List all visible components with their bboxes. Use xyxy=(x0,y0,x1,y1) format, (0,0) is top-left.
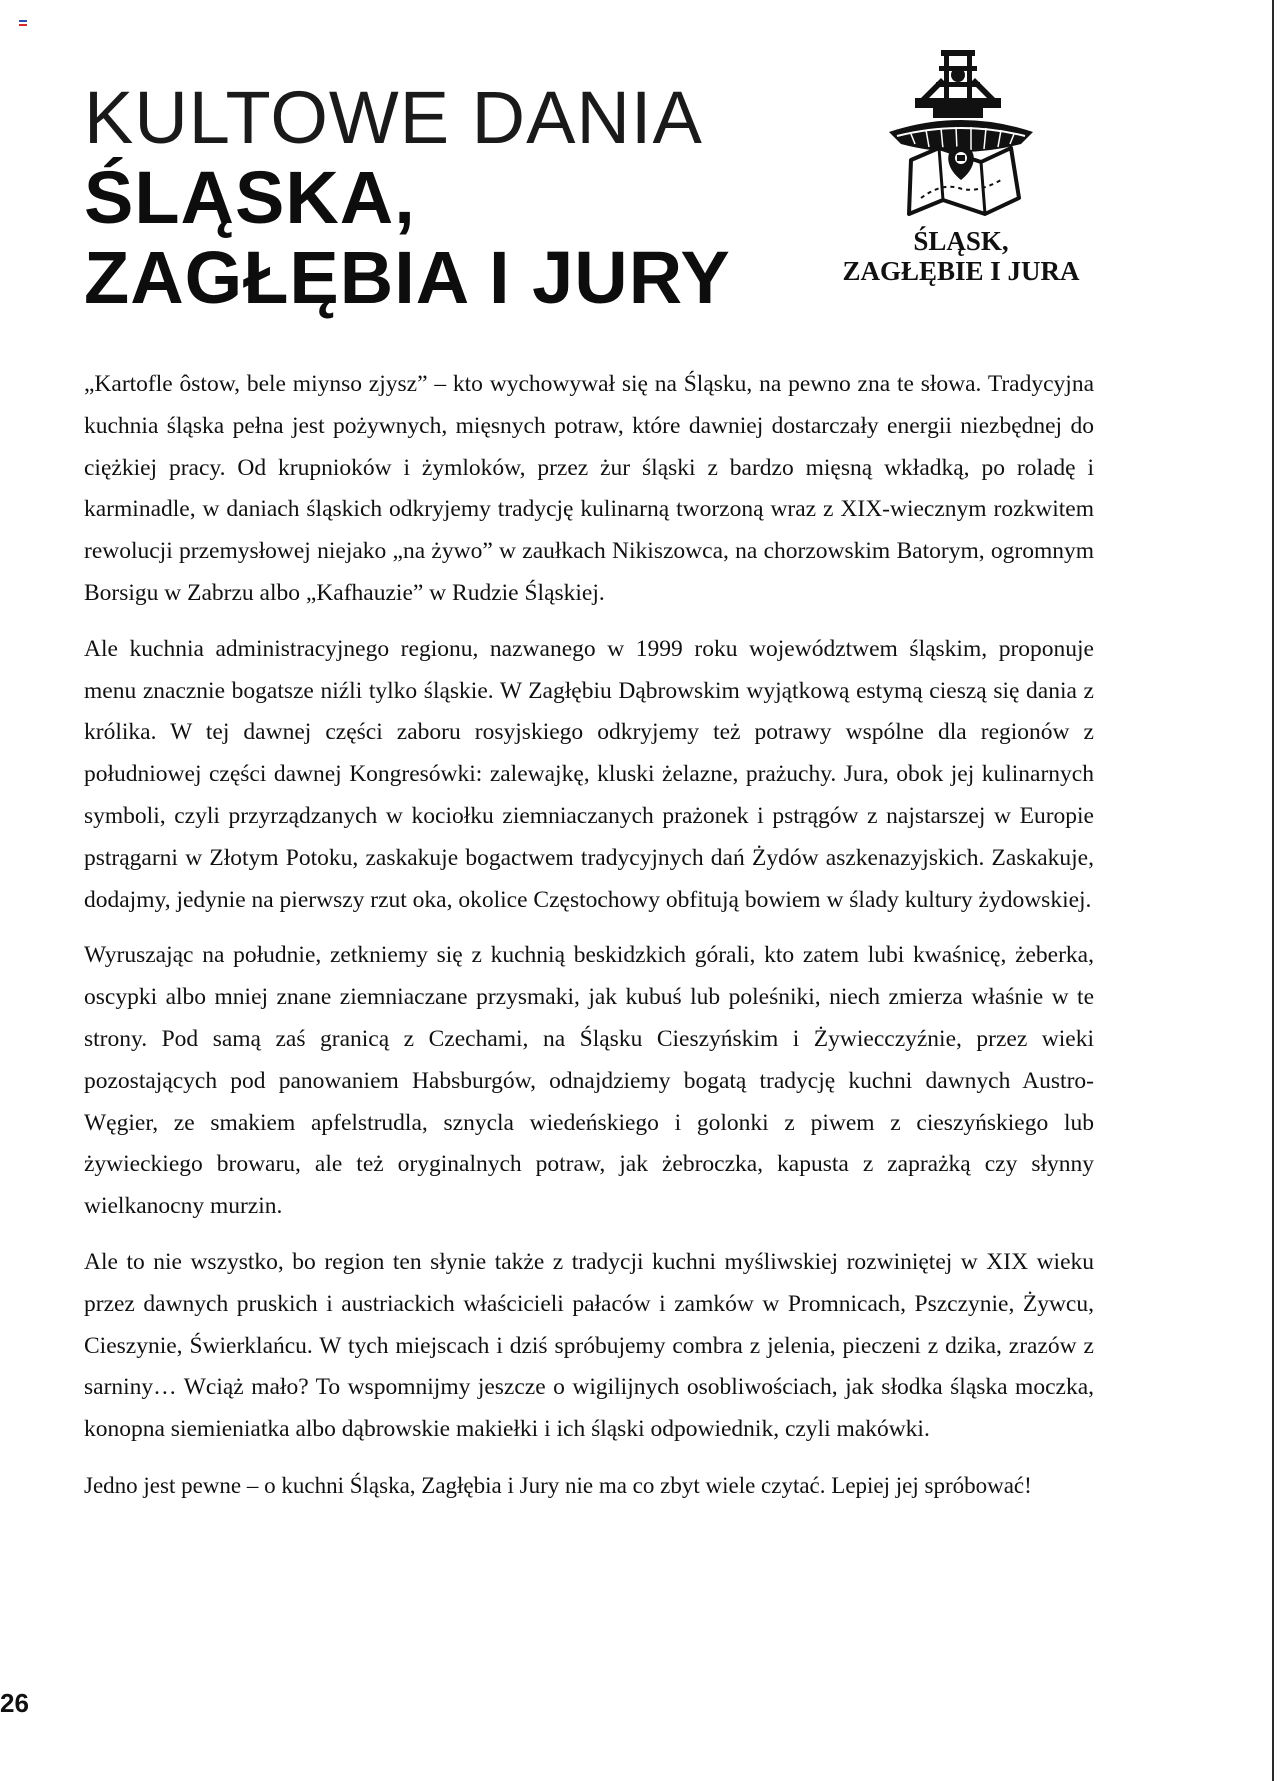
paragraph-2: Ale kuchnia administracyjnego regionu, nazwanego w 1999 roku województwem śląskim, proponuje menu znacznie bogatsze niźli tylko śląskie. W Zagłębiu Dąbrowskim wyjątkową estymą cieszą się dania z królika. W tej dawnej części zaboru rosyjskiego odkryjemy też potrawy wspólne dla regionów z południowej części dawnej Kongresówki: zalewajkę, kluski żelazne, prażuchy. Jura, obok jej kulinarnych symboli, czyli przyrządzanych w kociołku ziemniaczanych prażonek i pstrągów z najstarszej w Europie pstrągarni w Złotym Potoku, zaskakuje bogactwem tradycyjnych dań Żydów aszkenazyjskich. Zaskakuje, dodajmy, jedynie na pierwszy rzut oka, okolice Częstochowy obfitują bowiem w ślady kultury żydowskiej. xyxy=(84,635,1094,913)
title-line-1: KULTOWE DANIA xyxy=(84,76,703,159)
logo-caption-line-1: ŚLĄSK, xyxy=(913,226,1009,256)
corner-color-mark xyxy=(19,20,27,26)
region-logo xyxy=(826,48,1096,298)
page-title xyxy=(84,76,731,319)
corner-mark-red xyxy=(19,24,27,26)
title-line-2: ŚLĄSKA, xyxy=(84,156,416,239)
paragraph-1: „Kartofle ôstow, bele miynso zjysz” – kto wychowywał się na Śląsku, na pewno zna te słowa. Tradycyjna kuchnia śląska pełna jest pożywnych, mięsnych potraw, które dawniej dostarczały energii niezbędnej do ciężkiej pracy. Od krupnioków i żymloków, przez żur śląski z bardzo mięsną wkładką, po roladę i karminadle, w daniach śląskich odkryjemy tradycję kulinarną tworzoną wraz z XIX-wiecznym rozkwitem rewolucji przemysłowej niejako „na żywo” w zaułkach Nikiszowca, na chorzowskim Batorym, ogromnym Borsigu w Zabrzu albo „Kafhauzie” w Rudzie Śląskiej. xyxy=(84,371,1094,606)
page-edge-rule xyxy=(1272,0,1274,1781)
logo-caption-line-2: ZAGŁĘBIE I JURA xyxy=(842,256,1080,286)
title-line-3: ZAGŁĘBIA I JURY xyxy=(84,236,731,319)
mine-shaft-map-icon xyxy=(881,48,1041,223)
page-number: 26 xyxy=(0,1688,29,1718)
article-body xyxy=(84,364,1094,1521)
paragraph-3: Wyruszając na południe, zetkniemy się z kuchnią beskidzkich górali, kto zatem lubi kwaśnicę, żeberka, oscypki albo mniej znane ziemniaczane przysmaki, jak kubuś lub poleśniki, niech zmierza właśnie w te strony. Pod samą zaś granicą z Czechami, na Śląsku Cieszyńskim i Żywiecczyźnie, przez wieki pozostających pod panowaniem Habsburgów, odnajdziemy bogatą tradycję kuchni dawnych Austro-Węgier, ze smakiem apfelstrudla, sznycla wiedeńskiego i golonki z piwem z cieszyńskiego lub żywieckiego browaru, ale też oryginalnych potraw, jak żebroczka, kapusta z zaprażką czy słynny wielkanocny murzin. xyxy=(84,942,1094,1220)
paragraph-5: Jedno jest pewne – o kuchni Śląska, Zagłębia i Jury nie ma co zbyt wiele czytać. Lepiej jej spróbować! xyxy=(84,1472,1032,1498)
logo-caption xyxy=(826,226,1096,286)
paragraph-4: Ale to nie wszystko, bo region ten słynie także z tradycji kuchni myśliwskiej rozwiniętej w XIX wieku przez dawnych pruskich i austriackich właścicieli pałaców i zamków w Promnicach, Pszczynie, Żywcu, Cieszynie, Świerklańcu. W tych miejscach i dziś spróbujemy combra z jelenia, pieczeni z dzika, zrazów z sarniny… Wciąż mało? To wspomnijmy jeszcze o wigilijnych osobliwościach, jak słodka śląska moczka, konopna siemieniatka albo dąbrowskie makiełki i ich śląski odpowiednik, czyli makówki. xyxy=(84,1248,1094,1443)
